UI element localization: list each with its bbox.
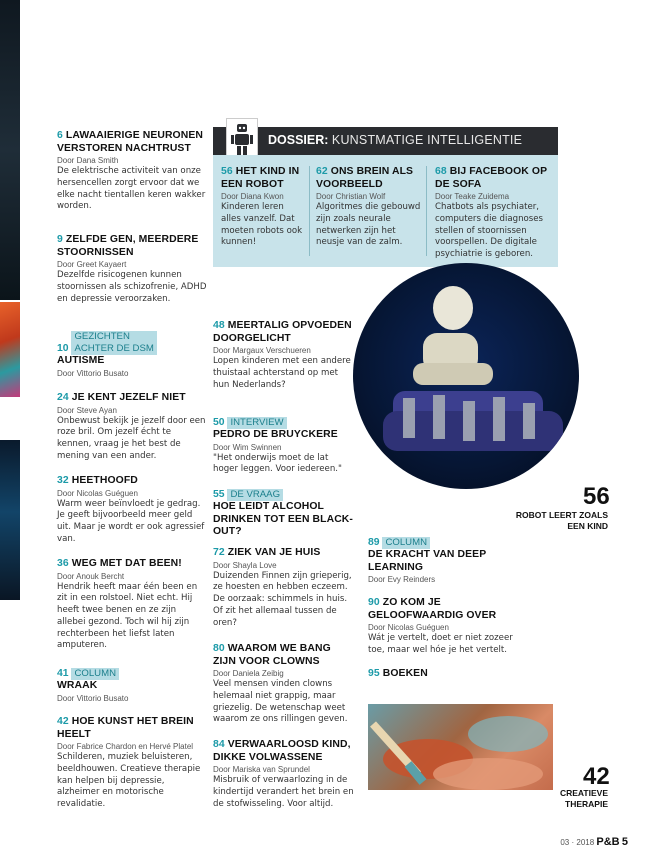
toc-title: HOE KUNST HET BREIN HEELT bbox=[57, 716, 194, 740]
toc-title: HET KIND IN EEN ROBOT bbox=[221, 166, 300, 190]
left-edge-neuron-strip bbox=[0, 440, 20, 600]
toc-author: Door Greet Kayaert bbox=[57, 260, 127, 269]
toc-desc: Dezelfde risicogenen kunnen stoornissen als schizofrenie, ADHD en depressie veroorzaken. bbox=[57, 270, 207, 304]
robot-photo bbox=[353, 263, 579, 489]
toc-title: JE KENT JEZELF NIET bbox=[71, 392, 186, 403]
toc-num: 41 bbox=[57, 668, 69, 679]
toc-author: Door Christian Wolf bbox=[316, 192, 386, 201]
dossier-item-68[interactable] bbox=[435, 166, 553, 261]
left-edge-photo-strip bbox=[0, 0, 20, 300]
toc-title: VERWAARLOOSD KIND, DIKKE VOLWASSENE bbox=[213, 739, 351, 763]
toc-desc: "Het onderwijs moet de lat hoger leggen. Voor iedereen." bbox=[213, 452, 342, 475]
toc-item-72[interactable] bbox=[213, 547, 355, 629]
toc-num: 36 bbox=[57, 558, 69, 569]
toc-item-90[interactable] bbox=[368, 597, 528, 657]
toc-item-80[interactable] bbox=[213, 643, 355, 726]
toc-author: Door Daniela Zeibig bbox=[213, 669, 284, 678]
toc-num: 6 bbox=[57, 130, 63, 141]
toc-title: WEG MET DAT BEEN! bbox=[71, 558, 182, 569]
dossier-item-62[interactable] bbox=[316, 166, 422, 249]
toc-desc: Warm weer beïnvloedt je gedrag. Je geeft bijvoorbeeld meer geld uit. Maar je wordt er ook agressief van. bbox=[57, 498, 205, 544]
toc-author: Door Evy Reinders bbox=[368, 575, 436, 584]
toc-author: Door Diana Kwon bbox=[221, 192, 284, 201]
toc-author: Door Anouk Bercht bbox=[57, 571, 125, 581]
toc-author: Door Nicolas Guéguen bbox=[57, 488, 138, 498]
toc-desc: Chatbots als psychiater, computers die diagnoses stellen of stoornissen voorspellen. De digitale psychiatrie is geboren. bbox=[435, 202, 544, 260]
dossier-item-56[interactable] bbox=[221, 166, 305, 249]
robot-callout-caption: ROBOT LEERT ZOALS EEN KIND bbox=[515, 510, 608, 531]
toc-item-9[interactable] bbox=[57, 234, 207, 305]
toc-author: Door Mariska van Sprundel bbox=[213, 765, 310, 774]
toc-item-89[interactable] bbox=[368, 536, 528, 585]
robot-icon bbox=[226, 118, 258, 160]
toc-desc: Onbewust bekijk je jezelf door een roze bril. Om jezelf écht te kennen, vraag je het best de mening van een ander. bbox=[57, 415, 206, 461]
toc-category-tag: GEZICHTEN ACHTER DE DSM bbox=[71, 331, 157, 355]
toc-desc: Schilderen, muziek beluisteren, beeldhouwen. Creatieve therapie kan helpen bij depressie, alzheimer en motorische revalidatie. bbox=[57, 752, 201, 810]
toc-category-tag: DE VRAAG bbox=[227, 489, 283, 501]
footer-brand: P&B bbox=[596, 836, 620, 848]
toc-num: 84 bbox=[213, 739, 225, 750]
therapy-callout-number: 42 bbox=[583, 763, 610, 790]
toc-author: Door Nicolas Guéguen bbox=[368, 623, 449, 632]
toc-num: 80 bbox=[213, 643, 225, 654]
toc-desc: Duizenden Finnen zijn grieperig, ze hoesten en hebben eczeem. De oorzaak: schimmels in huis. Of zit het allemaal tussen de oren? bbox=[213, 570, 352, 628]
toc-num: 56 bbox=[221, 166, 233, 177]
toc-category-tag: COLUMN bbox=[71, 668, 119, 680]
toc-desc: Hendrik heeft maar één been en zit in een rolstoel. Niet echt. Hij heeft twee benen en ze zijn allebei gezond. Toch wil hij zijn rechterbeen het liefst laten amputeren. bbox=[57, 581, 198, 651]
toc-title: ZELFDE GEN, MEERDERE STOORNISSEN bbox=[57, 234, 199, 258]
toc-title: DE KRACHT VAN DEEP LEARNING bbox=[368, 549, 487, 573]
toc-title: BOEKEN bbox=[382, 668, 428, 679]
toc-item-42[interactable] bbox=[57, 716, 207, 811]
toc-num: 62 bbox=[316, 166, 328, 177]
toc-num: 89 bbox=[368, 537, 380, 548]
toc-desc: Lopen kinderen met een andere thuistaal achterstand op met hun Nederlands? bbox=[213, 356, 351, 390]
toc-num: 72 bbox=[213, 547, 225, 558]
toc-title: MEERTALIG OPVOEDEN DOORGELICHT bbox=[213, 320, 352, 344]
robot-callout-number: 56 bbox=[583, 483, 610, 510]
toc-author: Door Vittorio Busato bbox=[57, 693, 129, 703]
toc-title: ZIEK VAN JE HUIS bbox=[227, 547, 321, 558]
toc-title: LAWAAIERIGE NEURONEN VERSTOREN NACHTRUST bbox=[57, 130, 203, 154]
toc-author: Door Teake Zuidema bbox=[435, 192, 510, 201]
toc-desc: De elektrische activiteit van onze hersencellen zorgt ervoor dat we elke nacht tientallen keren wakker worden. bbox=[57, 166, 206, 212]
toc-author: Door Margaux Verschueren bbox=[213, 346, 311, 355]
toc-item-36[interactable] bbox=[57, 558, 207, 652]
toc-category-tag: COLUMN bbox=[382, 537, 430, 549]
toc-num: 10 bbox=[57, 343, 69, 354]
footer-issue: 03 · 2018 bbox=[560, 838, 595, 847]
toc-num: 42 bbox=[57, 716, 69, 727]
toc-desc: Kinderen leren alles vanzelf. Dat moeten robots ook kunnen! bbox=[221, 202, 303, 248]
toc-author: Door Dana Smith bbox=[57, 156, 119, 165]
dossier-title bbox=[268, 133, 522, 147]
toc-author: Door Vittorio Busato bbox=[57, 368, 129, 378]
toc-desc: Algoritmes die gebouwd zijn zoals neurale netwerken zijn het neusje van de zalm. bbox=[316, 202, 421, 248]
toc-desc: Wát je vertelt, doet er niet zozeer toe, maar wel hóe je het vertelt. bbox=[368, 633, 513, 655]
toc-num: 90 bbox=[368, 597, 380, 608]
toc-num: 50 bbox=[213, 417, 225, 428]
page-footer bbox=[560, 836, 628, 848]
toc-item-50[interactable] bbox=[213, 416, 355, 476]
toc-item-24[interactable] bbox=[57, 392, 207, 463]
toc-item-6[interactable] bbox=[57, 130, 207, 213]
toc-title: WAAROM WE BANG ZIJN VOOR CLOWNS bbox=[213, 643, 331, 667]
toc-title: WRAAK bbox=[57, 680, 98, 691]
toc-desc: Misbruik of verwaarlozing in de kindertijd verandert het brein en de stofwisseling. Voor altijd. bbox=[213, 775, 354, 809]
toc-num: 68 bbox=[435, 166, 447, 177]
toc-title: ZO KOM JE GELOOFWAARDIG OVER bbox=[368, 597, 497, 621]
toc-item-95[interactable] bbox=[368, 668, 528, 681]
dossier-label-topic: KUNSTMATIGE INTELLIGENTIE bbox=[331, 133, 523, 147]
toc-num: 55 bbox=[213, 489, 225, 500]
toc-title: AUTISME bbox=[57, 355, 105, 366]
toc-item-32[interactable] bbox=[57, 475, 207, 546]
painting-photo bbox=[368, 704, 553, 790]
dossier-divider bbox=[309, 166, 310, 256]
toc-num: 32 bbox=[57, 475, 69, 486]
toc-desc: Veel mensen vinden clowns helemaal niet grappig, maar griezelig. De wetenschap weet waarom ze ons rillingen geven. bbox=[213, 679, 348, 725]
toc-author: Door Fabrice Chardon en Hervé Platel bbox=[57, 742, 194, 751]
toc-author: Door Wim Swinnen bbox=[213, 442, 282, 452]
toc-category-tag: INTERVIEW bbox=[227, 417, 286, 429]
toc-item-48[interactable] bbox=[213, 320, 355, 391]
dossier-divider bbox=[426, 166, 427, 256]
toc-num: 95 bbox=[368, 668, 380, 679]
therapy-callout-caption: CREATIEVE THERAPIE bbox=[559, 788, 608, 809]
left-edge-colorful-strip bbox=[0, 302, 20, 397]
dossier-label-bold: DOSSIER: bbox=[268, 133, 329, 147]
toc-num: 24 bbox=[57, 392, 69, 403]
toc-item-55[interactable] bbox=[213, 488, 355, 539]
toc-title: PEDRO DE BRUYCKERE bbox=[213, 429, 338, 440]
toc-item-84[interactable] bbox=[213, 739, 361, 810]
toc-title: ONS BREIN ALS VOORBEELD bbox=[316, 166, 414, 190]
toc-title: BIJ FACEBOOK OP DE SOFA bbox=[435, 166, 547, 190]
toc-title: HEETHOOFD bbox=[71, 475, 138, 486]
toc-num: 48 bbox=[213, 320, 225, 331]
toc-item-10[interactable] bbox=[57, 331, 207, 379]
toc-title: HOE LEIDT ALCOHOL DRINKEN TOT EEN BLACK-OUT? bbox=[213, 501, 353, 537]
toc-num: 9 bbox=[57, 234, 63, 245]
toc-author: Door Steve Ayan bbox=[57, 405, 117, 415]
toc-item-41[interactable] bbox=[57, 667, 207, 704]
toc-author: Door Shayla Love bbox=[213, 560, 277, 570]
page-number: 5 bbox=[621, 836, 628, 848]
